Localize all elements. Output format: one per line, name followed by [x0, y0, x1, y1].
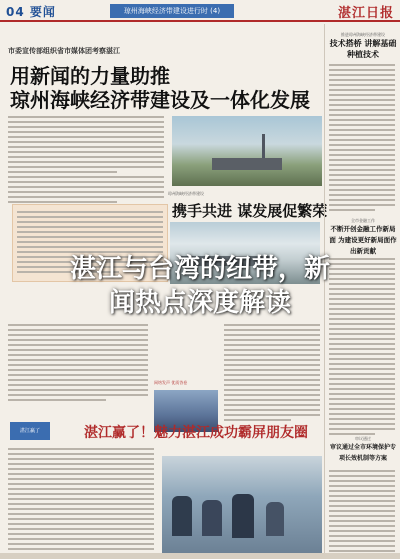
person-figure	[202, 500, 222, 536]
bottom-headline: 湛江赢了！魅力湛江成功霸屏朋友圈	[84, 425, 308, 441]
overlay-title	[0, 252, 400, 320]
section-label-box: 湛江赢了	[10, 422, 50, 440]
overlay-title-line1: 湛江与台湾的纽带，新	[69, 254, 330, 284]
group-photo	[162, 456, 322, 556]
person-figure	[232, 494, 254, 538]
port-photo	[172, 116, 322, 186]
body-text-bottom	[8, 448, 154, 559]
photo-caption: 网络发声 优质答卷	[154, 380, 188, 385]
masthead	[0, 0, 400, 22]
page-section-tag: 04 要闻	[6, 5, 56, 19]
story2-label: 琼州海峡经济带建设	[168, 191, 204, 196]
body-text-middle-right	[224, 324, 320, 424]
right-headline-2: 不断开创金融工作新局面 为建设更好新局面作出新贡献	[329, 225, 397, 255]
right-headline-3: 审议通过全市环境保护专项长效机制等方案	[329, 444, 396, 462]
lead-headline-line1: 用新闻的力量助推	[10, 64, 170, 88]
person-figure	[172, 496, 192, 536]
right-headline-1: 技术搭桥 讲解基础种植技术	[329, 39, 397, 59]
person-figure	[266, 502, 284, 536]
lead-kicker: 市委宣传部组织省市媒体团考察湛江	[8, 47, 120, 55]
right-body-3	[329, 470, 395, 559]
boat-shape	[212, 158, 282, 170]
lead-headline-line2: 琼州海峡经济带建设及一体化发展	[10, 88, 310, 112]
right-kicker-2: 全市金融工作	[351, 218, 375, 223]
series-banner: 琼州海峡经济带建设进行时 (4)	[110, 4, 234, 18]
lead-body-text	[8, 116, 164, 206]
right-kicker-3: 审议通过	[355, 436, 371, 441]
body-text-middle	[8, 324, 148, 404]
bottom-edge	[0, 553, 400, 559]
overlay-title-line2: 闻热点深度解读	[108, 288, 291, 318]
right-body-1	[329, 64, 395, 214]
right-kicker-1: 推进琼州海峡经济带建设	[341, 32, 385, 37]
newspaper-logo: 湛江日报	[338, 6, 395, 21]
story2-headline: 携手共进 谋发展促繁荣	[172, 202, 328, 220]
